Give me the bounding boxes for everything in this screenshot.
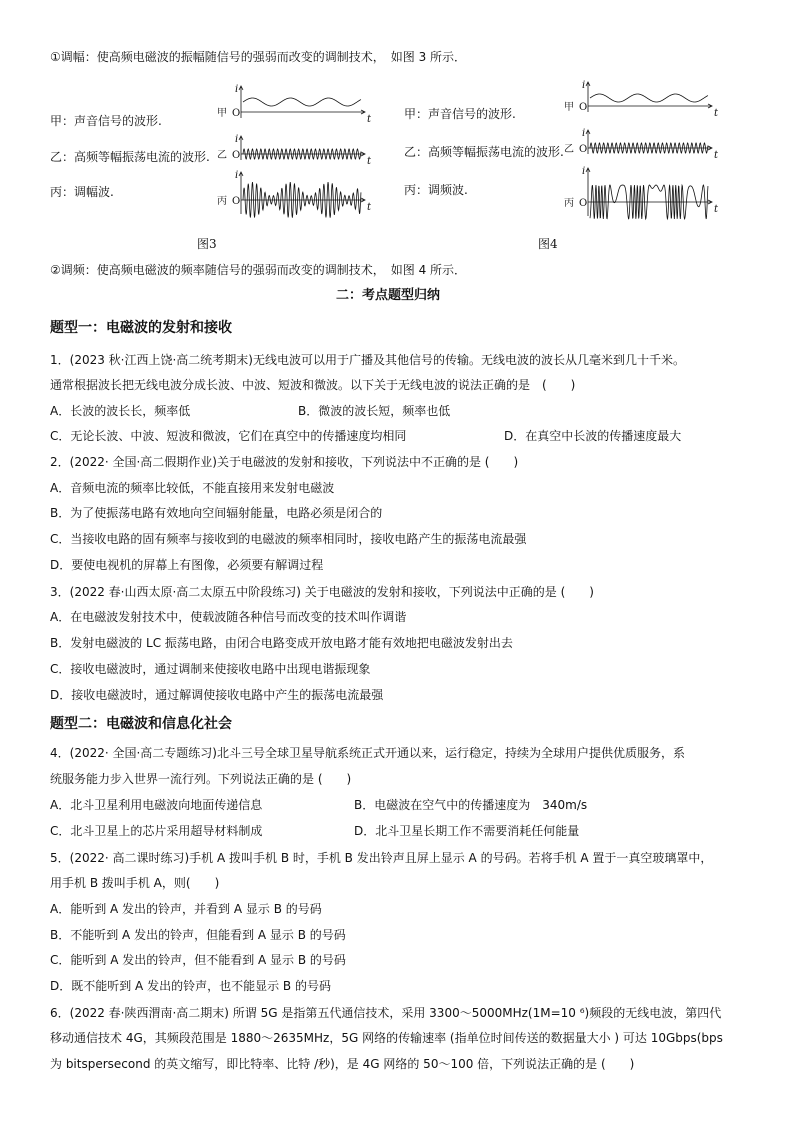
fig3-row2-i-label: i [235, 134, 239, 145]
fig4-row1-origin: O [579, 102, 588, 113]
fig4-label-fm: 丙：调频波. [404, 183, 468, 197]
fig3-row3-i-label: i [235, 170, 239, 181]
q4-option-a: A．北斗卫星利用电磁波向地面传递信息 [50, 798, 263, 812]
q6-stem-line1: 6．(2022 春·陕西渭南·高二期末) 所谓 5G 是指第五代通信技术，采用 3300～5000MHz(1M=10 ⁶)频段的无线电波，第四代 [50, 1006, 722, 1020]
am-intro-text: ①调幅：使高频电磁波的振幅随信号的强弱而改变的调制技术， 如图 3 所示． [50, 50, 467, 64]
q4-stem-line1: 4．(2022· 全国·高二专题练习)北斗三号全球卫星导航系统正式开通以来，运行稳定，持续为全球用户提供优质服务，系 [50, 746, 685, 760]
fig3-row1-t-label: t [367, 114, 372, 125]
fig4-label-carrier: 乙：高频等幅振荡电流的波形. [404, 145, 564, 159]
q3-option-a: A．在电磁波发射技术中，使载波随各种信号而改变的技术叫作调谐 [50, 610, 407, 624]
fig4-row1-t-label: t [714, 108, 719, 119]
fig3-row1-waveform [243, 98, 361, 106]
q6-stem-line2: 移动通信技术 4G，其频段范围是 1880～2635MHz，5G 网络的传输速率 (指单位时间传送的数据量大小 ) 可达 10Gbps(bps [50, 1031, 723, 1045]
q6-stem-line3: 为 bitspersecond 的英文缩写，即比特率、比特 /秒)，是 4G 网络的 50～100 倍，下列说法正确的是 ( ) [50, 1057, 635, 1071]
fig4-figure [562, 80, 722, 220]
fig4-row3-mark: 丙 [564, 198, 574, 209]
q5-option-a: A．能听到 A 发出的铃声，并看到 A 显示 B 的号码 [50, 902, 322, 916]
fig3-row1-mark: 甲 [217, 108, 227, 119]
q5-option-c: C．能听到 A 发出的铃声，但不能看到 A 显示 B 的号码 [50, 953, 346, 967]
q1-stem-line1: 1．(2023 秋·江西上饶·高二统考期末)无线电波可以用于广播及其他信号的传输。无线电波的波长从几毫米到几十千米。 [50, 353, 685, 367]
fig3-row2-mark: 乙 [217, 150, 227, 161]
fig4-row2-mark: 乙 [564, 144, 574, 155]
fig4-row1-i-label: i [582, 80, 586, 91]
q2-option-d: D．要使电视机的屏幕上有图像，必须要有解调过程 [50, 558, 324, 572]
q2-option-a: A．音频电流的频率比较低，不能直接用来发射电磁波 [50, 481, 335, 495]
fm-intro-text: ②调频：使高频电磁波的频率随信号的强弱而改变的调制技术， 如图 4 所示． [50, 263, 467, 277]
q4-option-d: D．北斗卫星长期工作不需要消耗任何能量 [354, 824, 580, 838]
fig3-figure [215, 80, 375, 220]
fig3-label-am: 丙：调幅波. [50, 185, 114, 199]
q5-stem-line1: 5．(2022· 高二课时练习)手机 A 拨叫手机 B 时，手机 B 发出铃声且屏上显示 A 的号码。若将手机 A 置于一真空玻璃罩中， [50, 851, 713, 865]
q1-option-d: D．在真空中长波的传播速度最大 [504, 429, 682, 443]
q2-option-c: C．当接收电路的固有频率与接收到的电磁波的频率相同时，接收电路产生的振荡电流最强 [50, 532, 527, 546]
fig3-row3-mark: 丙 [217, 196, 227, 207]
fig4-label-sound: 甲：声音信号的波形. [404, 107, 516, 121]
type2-heading: 题型二：电磁波和信息化社会 [50, 716, 232, 732]
q1-option-c: C．无论长波、中波、短波和微波，它们在真空中的传播速度均相同 [50, 429, 407, 443]
fig3-row2-origin: O [232, 150, 241, 161]
q5-option-b: B．不能听到 A 发出的铃声，但能看到 A 显示 B 的号码 [50, 928, 346, 942]
q4-stem-line2: 统服务能力步入世界一流行列。下列说法正确的是 ( ) [50, 772, 352, 786]
fig4-row2-i-label: i [582, 128, 586, 139]
fig4-row2-t-label: t [714, 150, 719, 161]
fig4-caption: 图4 [538, 237, 558, 251]
q1-stem-line2: 通常根据波长把无线电波分成长波、中波、短波和微波。以下关于无线电波的说法正确的是 ( ) [50, 378, 576, 392]
fig3-row2-t-label: t [367, 156, 372, 167]
fig3-caption: 图3 [197, 237, 217, 251]
fig4-row3-origin: O [579, 198, 588, 209]
q4-option-b: B．电磁波在空气中的传播速度为 340m/s [354, 798, 588, 812]
fig4-row2-origin: O [579, 144, 588, 155]
q1-option-b: B．微波的波长短，频率也低 [298, 404, 451, 418]
fig4-row3-i-label: i [582, 166, 586, 177]
q5-option-d: D．既不能听到 A 发出的铃声，也不能显示 B 的号码 [50, 979, 331, 993]
fig3-row3-t-label: t [367, 202, 372, 213]
fig4-row1-mark: 甲 [564, 102, 574, 113]
fig3-row3-origin: O [232, 196, 241, 207]
q3-stem: 3．(2022 春·山西太原·高二太原五中阶段练习) 关于电磁波的发射和接收，下列说法中正确的是 ( ) [50, 585, 594, 599]
q5-stem-line2: 用手机 B 拨叫手机 A，则( ) [50, 876, 220, 890]
q4-option-c: C．北斗卫星上的芯片采用超导材料制成 [50, 824, 263, 838]
fig3-label-carrier: 乙：高频等幅振荡电流的波形. [50, 150, 210, 164]
q3-option-b: B．发射电磁波的 LC 振荡电路，由闭合电路变成开放电路才能有效地把电磁波发射出去 [50, 636, 513, 650]
fig3-row1-origin: O [232, 108, 241, 119]
type1-heading: 题型一：电磁波的发射和接收 [50, 320, 232, 336]
section-title: 二：考点题型归纳 [336, 288, 441, 303]
fig3-label-sound: 甲：声音信号的波形. [50, 114, 162, 128]
q3-option-d: D．接收电磁波时，通过解调使接收电路中产生的振荡电流最强 [50, 688, 384, 702]
q3-option-c: C．接收电磁波时，通过调制来使接收电路中出现电谐振现象 [50, 662, 371, 676]
fig3-row1-i-label: i [235, 84, 239, 95]
q2-option-b: B．为了使振荡电路有效地向空间辐射能量，电路必须是闭合的 [50, 506, 383, 520]
fig4-row1-waveform [590, 94, 708, 102]
fig4-row3-t-label: t [714, 204, 719, 215]
q2-stem: 2．(2022· 全国·高二假期作业)关于电磁波的发射和接收，下列说法中不正确的是 ( ) [50, 455, 519, 469]
q1-option-a: A．长波的波长长，频率低 [50, 404, 191, 418]
